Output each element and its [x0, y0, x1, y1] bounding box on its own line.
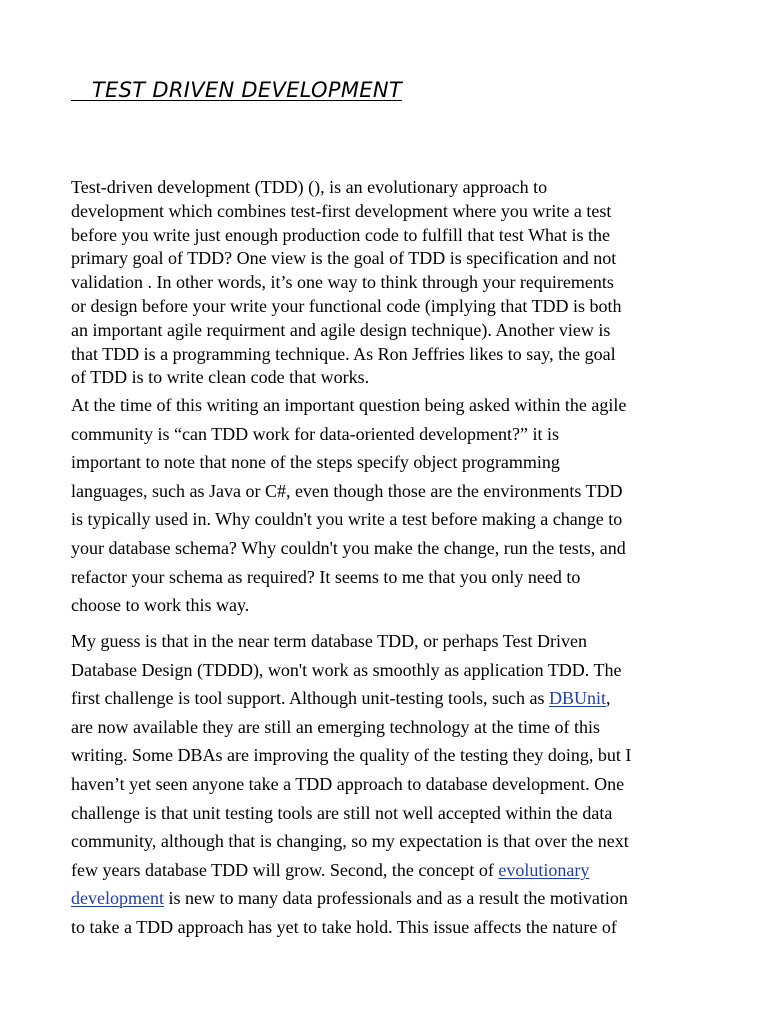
paragraph-line: community, although that is changing, so my expectation is that over the next [71, 831, 629, 852]
paragraph-line: primary goal of TDD? One view is the goal of TDD is specification and not [71, 248, 617, 269]
paragraph-line [71, 684, 701, 713]
paragraph-line: At the time of this writing an important question being asked within the agile [71, 395, 627, 415]
paragraph-line: that TDD is a programming technique. As Ron Jeffries likes to say, the goal [71, 343, 616, 364]
paragraph-line: or design before your write your functional code (implying that TDD is both [71, 295, 622, 316]
paragraph-line [71, 884, 701, 913]
paragraph-intro [71, 176, 701, 390]
paragraph-line [71, 856, 701, 885]
paragraph-line: important to note that none of the steps specify object programming [71, 452, 560, 473]
evolutionary-development-link[interactable]: evolutionary [498, 859, 590, 880]
evolutionary-development-link-continued[interactable]: development [71, 888, 164, 909]
paragraph-line: Test-driven development (TDD) (), is an evolutionary approach to [71, 177, 548, 197]
text-run: , [605, 688, 611, 709]
paragraph-line: community is “can TDD work for data-oriented development?” it is [71, 423, 560, 444]
paragraph-line: My guess is that in the near term database TDD, or perhaps Test Driven [71, 631, 587, 651]
paragraph-line: refactor your schema as required? It seems to me that you only need to [71, 566, 581, 587]
paragraph-line: Database Design (TDDD), won't work as smoothly as application TDD. The [71, 659, 622, 680]
paragraph-line: writing. Some DBAs are improving the quality of the testing they doing, but I [71, 745, 632, 766]
dbunit-link[interactable]: DBUnit [548, 688, 606, 709]
paragraph-line: choose to work this way. [71, 595, 250, 616]
paragraph-line: languages, such as Java or C#, even though those are the environments TDD [71, 480, 623, 501]
text-run: few years database TDD will grow. Second, the concept of [71, 859, 499, 880]
paragraph-line: is typically used in. Why couldn't you write a test before making a change to [71, 509, 623, 530]
paragraph-line: to take a TDD approach has yet to take hold. This issue affects the nature of [71, 916, 617, 937]
paragraph-line: before you write just enough production code to fulfill that test What is the [71, 224, 611, 245]
paragraph-data-oriented [71, 391, 701, 620]
paragraph-line: are now available they are still an emerging technology at the time of this [71, 716, 600, 737]
paragraph-line: development which combines test-first development where you write a test [71, 200, 612, 221]
paragraph-line: your database schema? Why couldn't you make the change, run the tests, and [71, 537, 626, 558]
paragraph-my-guess [71, 627, 701, 942]
document-title: TEST DRIVEN DEVELOPMENT [71, 78, 402, 102]
paragraph-line: validation . In other words, it’s one way to think through your requirements [71, 272, 614, 293]
paragraph-line: an important agile requirment and agile design technique). Another view is [71, 319, 611, 340]
text-run: first challenge is tool support. Although unit-testing tools, such as [71, 688, 549, 709]
paragraph-line: challenge is that unit testing tools are still not well accepted within the data [71, 802, 613, 823]
paragraph-line: haven’t yet seen anyone take a TDD approach to database development. One [71, 773, 625, 794]
text-run: is new to many data professionals and as a result the motivation [163, 888, 628, 909]
paragraph-line: of TDD is to write clean code that works. [71, 367, 370, 388]
